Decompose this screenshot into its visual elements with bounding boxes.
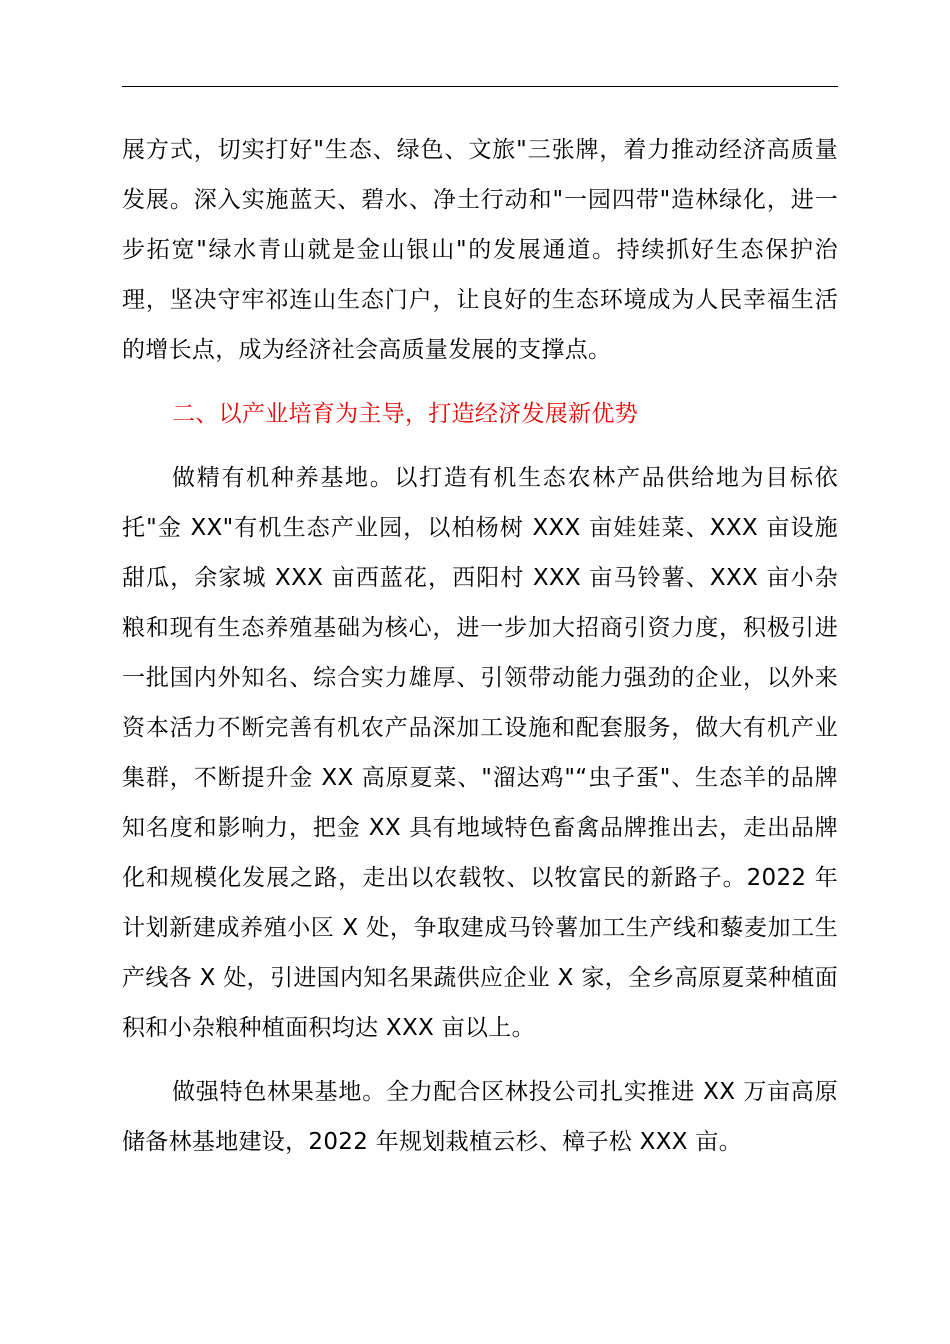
header-rule (122, 86, 838, 87)
paragraph-organic-farming: 做精有机种养基地。以打造有机生态农林产品供给地为目标依托"金 XX"有机生态产业园，以柏杨树 XXX 亩娃娃菜、XXX 亩设施甜瓜，余家城 XXX 亩西蓝花，西阳村 XXX 亩马铃薯、XXX 亩小杂粮和现有生态养殖基础为核心，进一步加大招商引资力度，积极引进一批国内外知名、综合实力雄厚、引领带动能力强劲的企业，以外来资本活力不断完善有机农产品深加工设施和配套服务，做大有机产业集群，不断提升金 XX 高原夏菜、"溜达鸡"“虫子蛋"、生态羊的品牌知名度和影响力，把金 XX 具有地域特色畜禽品牌推出去，走出品牌化和规模化发展之路，走出以农载牧、以牧富民的新路子。2022 年计划新建成养殖小区 X 处，争取建成马铃薯加工生产线和藜麦加工生产线各 X 处，引进国内知名果蔬供应企业 X 家，全乡高原夏菜种植面积和小杂粮种植面积均达 XXX 亩以上。 (122, 465, 838, 1041)
paragraph-forestry: 做强特色林果基地。全力配合区林投公司扎实推进 XX 万亩高原储备林基地建设，2022 年规划栽植云杉、樟子松 XXX 亩。 (122, 1079, 838, 1155)
paragraph-gap (122, 1053, 838, 1067)
document-body (122, 125, 838, 1167)
section-heading-industry: 二、以产业培育为主导，打造经济发展新优势 (172, 401, 638, 427)
paragraph-ecology: 展方式，切实打好"生态、绿色、文旅"三张牌，着力推动经济高质量发展。深入实施蓝天、碧水、净土行动和"一园四带"造林绿化，进一步拓宽"绿水青山就是金山银山"的发展通道。持续抓好生态保护治理，坚决守牢祁连山生态门户，让良好的生态环境成为人民幸福生活的增长点，成为经济社会高质量发展的支撑点。 (122, 137, 838, 363)
